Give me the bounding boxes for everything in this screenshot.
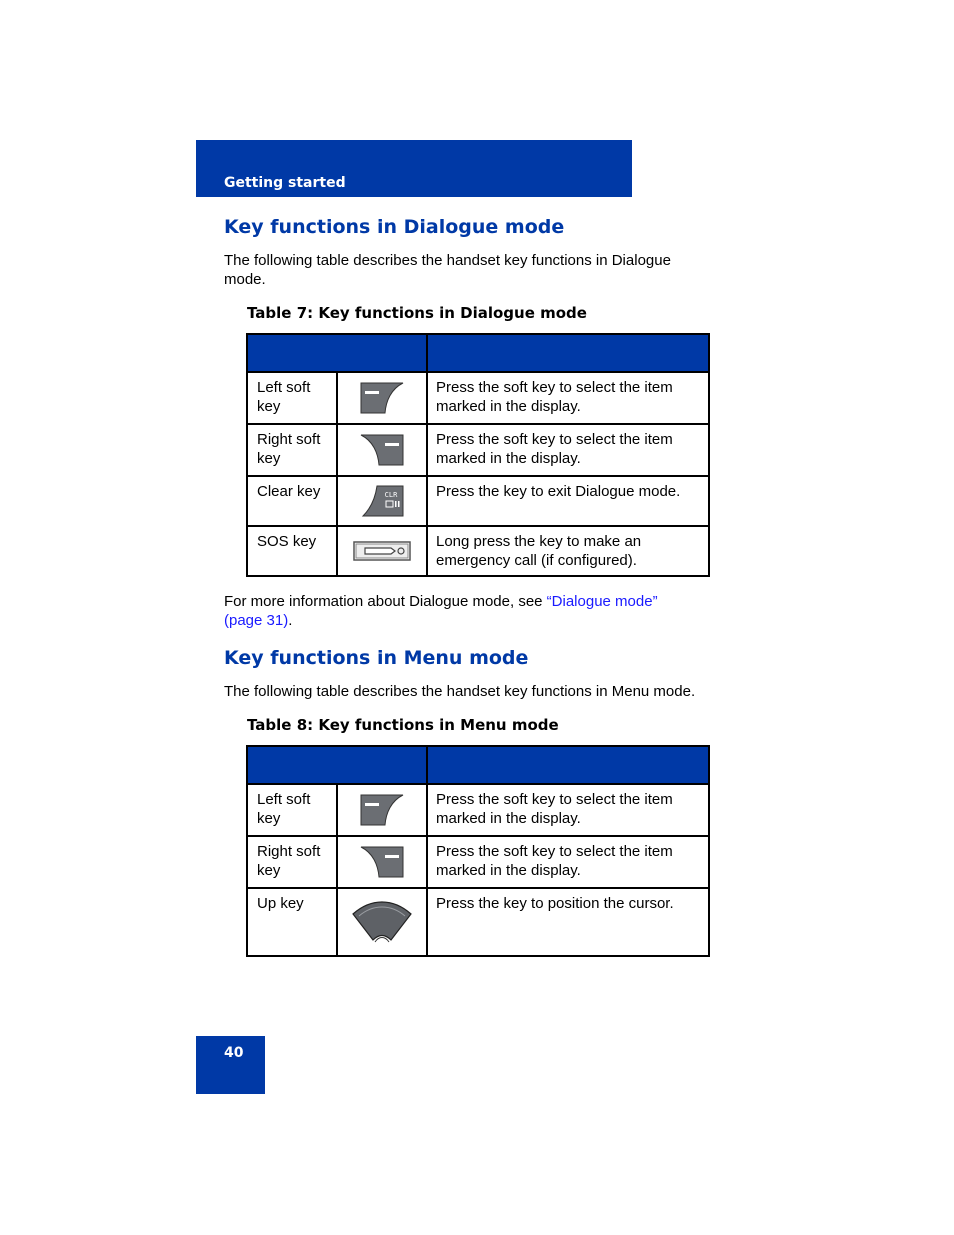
more-info-suffix: .: [288, 612, 293, 629]
key-description: Press the soft key to select the item marked in the display.: [427, 836, 709, 888]
menu-key-table: [246, 745, 710, 957]
menu-intro: The following table describes the handset key functions in Menu mode.: [224, 683, 696, 700]
table-row: [247, 784, 709, 836]
key-description: Press the soft key to select the item marked in the display.: [427, 424, 709, 476]
up-key-icon: [337, 888, 427, 956]
more-info-text: For more information about Dialogue mode, see: [224, 593, 547, 610]
key-description: Press the key to exit Dialogue mode.: [427, 476, 709, 526]
table-header-cell: [247, 746, 427, 784]
table-header-row: [247, 334, 709, 372]
table-header-cell: [427, 334, 709, 372]
menu-heading: Key functions in Menu mode: [224, 647, 529, 669]
key-name: Up key: [247, 888, 337, 956]
header-band: [196, 140, 632, 197]
key-name: Right soft key: [247, 836, 337, 888]
table-row: [247, 424, 709, 476]
svg-text:CLR: CLR: [384, 491, 398, 499]
menu-table-caption: Table 8: Key functions in Menu mode: [247, 716, 559, 734]
page-number-box: [196, 1036, 265, 1094]
table-header-cell: [247, 334, 427, 372]
dialogue-intro: The following table describes the handset key functions in Dialogue mode.: [224, 252, 671, 288]
right-soft-key-icon: [337, 836, 427, 888]
table-header-cell: [427, 746, 709, 784]
key-name: Clear key: [247, 476, 337, 526]
left-soft-key-icon: [337, 372, 427, 424]
key-name: Left soft key: [247, 784, 337, 836]
table-row: [247, 526, 709, 576]
key-description: Long press the key to make an emergency call (if configured).: [427, 526, 709, 576]
table-row: [247, 476, 709, 526]
key-name: Left soft key: [247, 372, 337, 424]
table-row: [247, 836, 709, 888]
table-row: [247, 372, 709, 424]
clear-key-icon: [337, 476, 427, 526]
right-soft-key-icon: [337, 424, 427, 476]
key-description: Press the soft key to select the item marked in the display.: [427, 784, 709, 836]
table-header-row: [247, 746, 709, 784]
key-name: SOS key: [247, 526, 337, 576]
dialogue-more-info: [224, 592, 694, 630]
dialogue-heading: Key functions in Dialogue mode: [224, 216, 565, 238]
sos-key-icon: [337, 526, 427, 576]
page-number: 40: [224, 1045, 244, 1061]
key-name: Right soft key: [247, 424, 337, 476]
section-label: Getting started: [224, 175, 346, 191]
table-row: [247, 888, 709, 956]
dialogue-key-table: [246, 333, 710, 577]
left-soft-key-icon: [337, 784, 427, 836]
key-description: Press the soft key to select the item marked in the display.: [427, 372, 709, 424]
dialogue-table-caption: Table 7: Key functions in Dialogue mode: [247, 304, 587, 322]
dialogue-mode-link[interactable]: “Dialogue mode” (page 31): [224, 593, 658, 629]
key-description: Press the key to position the cursor.: [427, 888, 709, 956]
